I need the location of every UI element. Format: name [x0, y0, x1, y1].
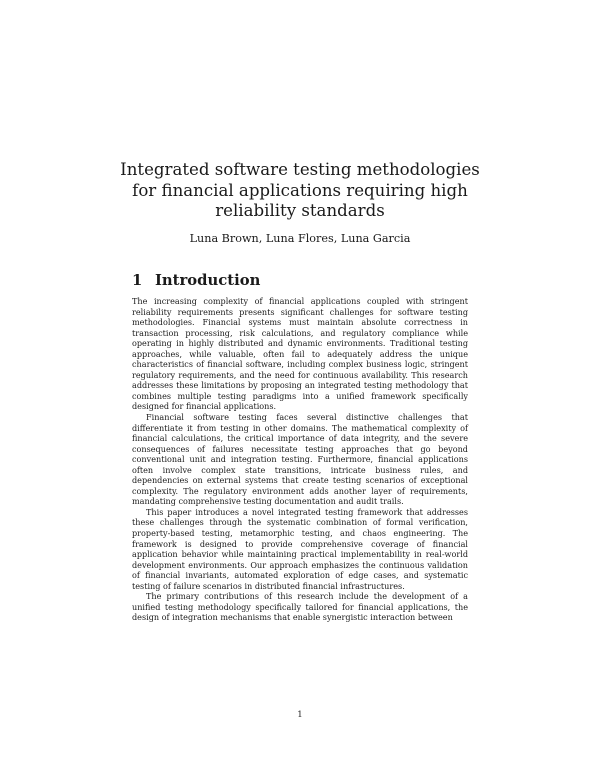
paragraph-4: The primary contributions of this research include the development of a unified testing methodology specifically tailored for financial applications, the design of integration mechanisms that enable synergistic interaction between: [132, 591, 468, 623]
section-title: Introduction: [155, 272, 261, 289]
author-list: Luna Brown, Luna Flores, Luna Garcia: [189, 232, 411, 245]
paragraph-3: This paper introduces a novel integrated testing framework that addresses these challenges through the systematic combination of formal verification, property-based testing, metamorphic testing, and chaos engineering. The framework is designed to provide comprehensive coverage of financial application behavior while maintaining practical implementability in real-world development environments. Our approach emphasizes the continuous validation of financial invariants, automated exploration of edge cases, and systematic testing of failure scenarios in distributed financial infrastructures.: [132, 506, 468, 591]
paragraph-1: The increasing complexity of financial applications coupled with stringent reliability requirements presents significant challenges for software testing methodologies. Financial systems must maintain absolute correctness in transaction processing, risk calculations, and regulatory compliance while operating in highly distributed and dynamic environments. Traditional testing approaches, while valuable, often fail to adequately address the unique characteristics of financial software, including complex business logic, stringent regulatory requirements, and the need for continuous availability. This research addresses these limitations by proposing an integrated testing methodology that combines multiple testing paradigms into a unified framework specifically designed for financial applications.: [132, 296, 468, 412]
paper-title: Integrated software testing methodologies for financial applications requiring high reliability standards: [120, 160, 480, 220]
paragraph-2: Financial software testing faces several distinctive challenges that differentiate it from testing in other domains. The mathematical complexity of financial calculations, the critical importance of data integrity, and the severe consequences of failures necessitate testing approaches that go beyond conventional unit and integration testing. Furthermore, financial applications often involve complex state transitions, intricate business rules, and dependencies on external systems that create testing scenarios of exceptional complexity. The regulatory environment adds another layer of requirements, mandating comprehensive testing documentation and audit trails.: [132, 412, 468, 507]
page-number: 1: [297, 710, 303, 720]
section-number: 1: [132, 272, 143, 289]
section-heading-introduction: [132, 272, 260, 290]
introduction-body: [132, 296, 468, 623]
